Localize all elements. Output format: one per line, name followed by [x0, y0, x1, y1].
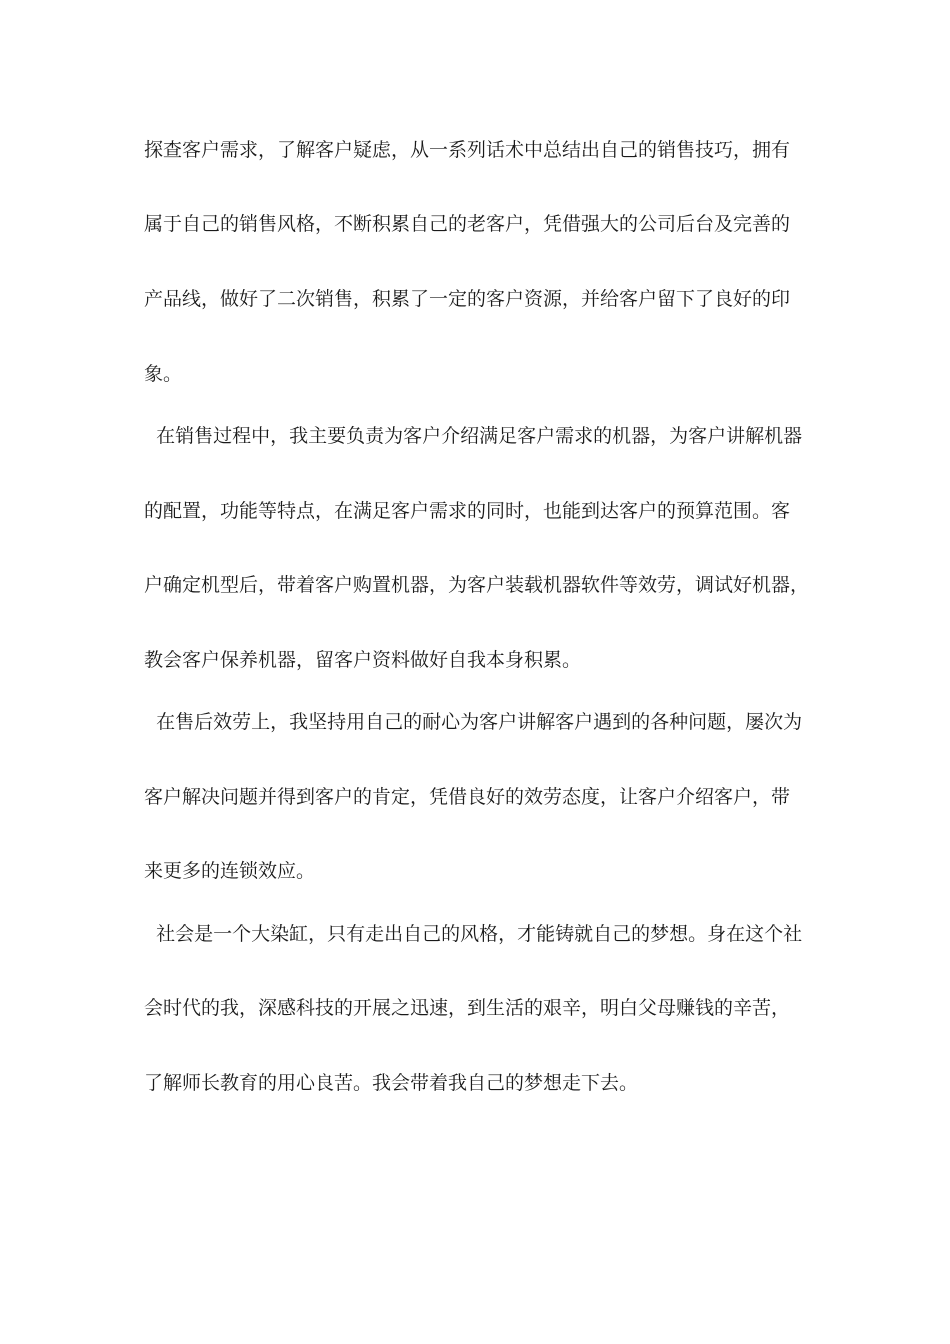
text-line: 产品线，做好了二次销售，积累了一定的客户资源，并给客户留下了良好的印 [144, 288, 791, 310]
text-line: 了解师长教育的用心良苦。我会带着我自己的梦想走下去。 [144, 1072, 639, 1094]
text-line: 户确定机型后，带着客户购置机器，为客户装载机器软件等效劳，调试好机器， [144, 574, 810, 596]
text-line: 的配置，功能等特点，在满足客户需求的同时，也能到达客户的预算范围。客 [144, 500, 791, 522]
text-line: 来更多的连锁效应。 [144, 860, 316, 882]
paragraph-start-line: 社会是一个大染缸，只有走出自己的风格，才能铸就自己的梦想。身在这个社 [144, 923, 803, 945]
text-line: 会时代的我，深感科技的开展之迅速，到生活的艰辛，明白父母赚钱的辛苦， [144, 997, 791, 1019]
text-line: 属于自己的销售风格，不断积累自己的老客户，凭借强大的公司后台及完善的 [144, 213, 791, 235]
paragraph-start-line: 在售后效劳上，我坚持用自己的耐心为客户讲解客户遇到的各种问题，屡次为 [144, 711, 803, 733]
text-line: 客户解决问题并得到客户的肯定，凭借良好的效劳态度，让客户介绍客户，带 [144, 786, 791, 808]
text-line: 象。 [144, 363, 183, 385]
text-line: 教会客户保养机器，留客户资料做好自我本身积累。 [144, 649, 582, 671]
text-line: 探查客户需求，了解客户疑虑，从一系列话术中总结出自己的销售技巧，拥有 [144, 139, 791, 161]
paragraph-start-line: 在销售过程中，我主要负责为客户介绍满足客户需求的机器，为客户讲解机器 [144, 425, 803, 447]
